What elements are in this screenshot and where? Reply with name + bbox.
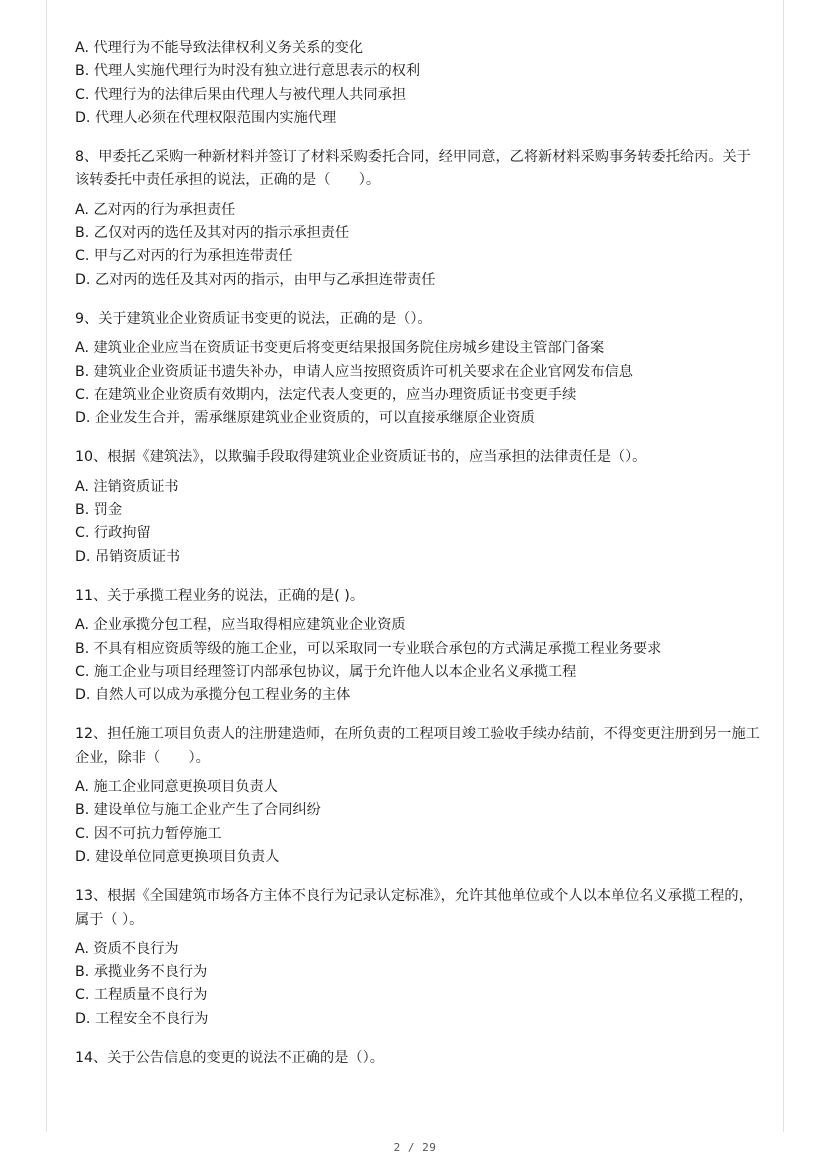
question-text: 9、关于建筑业企业资质证书变更的说法，正确的是（）。 (75, 310, 432, 327)
option-d: D. 吊销资质证书 (75, 548, 181, 565)
option-d: D. 乙对丙的选任及其对丙的指示，由甲与乙承担连带责任 (75, 271, 436, 288)
question-8 (75, 146, 760, 292)
option-b: B. 不具有相应资质等级的施工企业，可以采取同一专业联合承包的方式满足承揽工程业务要求 (75, 640, 662, 657)
option-c: C. 施工企业与项目经理签订内部承包协议，属于允许他人以本企业名义承揽工程 (75, 663, 577, 680)
carryover-option-c: C. 代理行为的法律后果由代理人与被代理人共同承担 (75, 86, 407, 103)
carryover-option-b: B. 代理人实施代理行为时没有独立进行意思表示的权利 (75, 63, 421, 80)
option-b: B. 建筑业企业资质证书遗失补办，申请人应当按照资质许可机关要求在企业官网发布信息 (75, 363, 633, 380)
option-c: C. 因不可抗力暂停施工 (75, 825, 222, 842)
question-options (75, 776, 760, 869)
option-d: D. 企业发生合并，需承继原建筑业企业资质的，可以直接承继原企业资质 (75, 410, 535, 427)
question-10 (75, 446, 760, 568)
option-a: A. 资质不良行为 (75, 940, 179, 957)
page-number: 2 / 29 (393, 1141, 437, 1154)
question-text: 8、甲委托乙采购一种新材料并签订了材料采购委托合同，经甲同意，乙将新材料采购事务转委托给丙。关于该转委托中责任承担的说法，正确的是（ ）。 (75, 149, 751, 189)
option-c: C. 甲与乙对丙的行为承担连带责任 (75, 248, 293, 265)
question-text: 14、关于公告信息的变更的说法不正确的是（）。 (75, 1049, 384, 1066)
page-right-border (783, 0, 784, 1132)
document-body (75, 37, 760, 1070)
option-c: C. 工程质量不良行为 (75, 987, 208, 1004)
question-13 (75, 885, 760, 1031)
option-c: C. 行政拘留 (75, 525, 151, 542)
option-c: C. 在建筑业企业资质有效期内，法定代表人变更的，应当办理资质证书变更手续 (75, 386, 577, 403)
question-text: 12、担任施工项目负责人的注册建造师，在所负责的工程项目竣工验收手续办结前，不得变更注册到另一施工企业，除非（ ）。 (75, 726, 760, 766)
question-options (75, 199, 760, 292)
question-text: 10、根据《建筑法》，以欺骗手段取得建筑业企业资质证书的，应当承担的法律责任是（）。 (75, 449, 647, 466)
question-options (75, 614, 760, 707)
question-text: 13、根据《全国建筑市场各方主体不良行为记录认定标准》，允许其他单位或个人以本单位名义承揽工程的，属于（ ）。 (75, 888, 753, 928)
question-12 (75, 723, 760, 869)
page-left-border (46, 0, 47, 1132)
question-14 (75, 1047, 760, 1070)
option-d: D. 工程安全不良行为 (75, 1010, 209, 1027)
question-9 (75, 308, 760, 430)
question-options (75, 337, 760, 430)
option-a: A. 注销资质证书 (75, 478, 179, 495)
option-b: B. 乙仅对丙的选任及其对丙的指示承担责任 (75, 225, 350, 242)
option-a: A. 乙对丙的行为承担责任 (75, 201, 236, 218)
carryover-option-d: D. 代理人必须在代理权限范围内实施代理 (75, 109, 337, 126)
option-a: A. 建筑业企业应当在资质证书变更后将变更结果报国务院住房城乡建设主管部门备案 (75, 340, 605, 357)
option-b: B. 罚金 (75, 502, 123, 519)
option-d: D. 建设单位同意更换项目负责人 (75, 848, 280, 865)
question-text: 11、关于承揽工程业务的说法，正确的是( )。 (75, 587, 365, 604)
question-options (75, 938, 760, 1031)
option-a: A. 施工企业同意更换项目负责人 (75, 779, 278, 796)
carryover-options (75, 37, 760, 130)
option-b: B. 建设单位与施工企业产生了合同纠纷 (75, 802, 321, 819)
carryover-option-a: A. 代理行为不能导致法律权利义务关系的变化 (75, 40, 364, 56)
option-d: D. 自然人可以成为承揽分包工程业务的主体 (75, 687, 351, 704)
question-options (75, 476, 760, 569)
option-b: B. 承揽业务不良行为 (75, 964, 208, 981)
option-a: A. 企业承揽分包工程，应当取得相应建筑业企业资质 (75, 617, 406, 634)
question-11 (75, 585, 760, 707)
